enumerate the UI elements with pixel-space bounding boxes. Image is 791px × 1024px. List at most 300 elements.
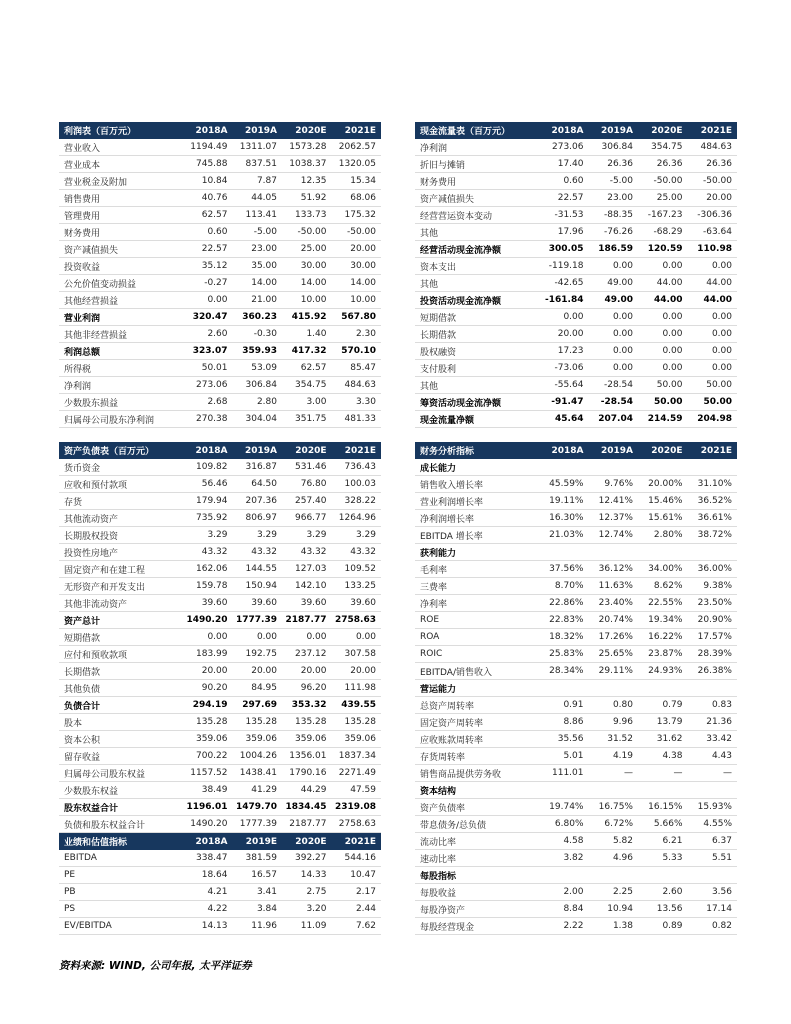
cell-value: 353.32 xyxy=(291,700,327,710)
row-label: 营业利润 xyxy=(64,313,101,324)
row-label: 长期借款 xyxy=(420,330,457,341)
cell-value: 45.64 xyxy=(555,414,584,424)
row-label: 其他经营损益 xyxy=(64,296,119,307)
cell-value: 570.10 xyxy=(341,346,376,356)
cell-value: 49.00 xyxy=(604,295,633,305)
cell-value: 7.62 xyxy=(355,921,376,931)
cell-value: 44.00 xyxy=(656,278,683,288)
column-header: 2020E xyxy=(295,125,327,136)
cell-value: -5.00 xyxy=(253,227,277,237)
cell-value: 306.84 xyxy=(245,380,277,390)
cell-value: 8.62% xyxy=(653,581,683,591)
cell-value: 20.00 xyxy=(557,329,584,339)
cell-value: 1777.39 xyxy=(236,615,277,625)
cell-value: 113.41 xyxy=(245,210,277,220)
row-label: 所得税 xyxy=(64,364,92,375)
cell-value: 1834.45 xyxy=(285,802,327,812)
table-row xyxy=(415,680,737,697)
cell-value: 47.59 xyxy=(350,785,376,795)
cell-value: 22.83% xyxy=(549,615,584,625)
cell-value: 351.75 xyxy=(295,414,327,424)
cell-value: 150.94 xyxy=(245,581,277,591)
cell-value: 39.60 xyxy=(300,598,327,608)
cell-value: 14.00 xyxy=(350,278,376,288)
cell-value: 2.25 xyxy=(612,887,633,897)
cell-value: 5.66% xyxy=(653,819,683,829)
cell-value: 11.96 xyxy=(251,921,277,931)
column-header: 2020E xyxy=(651,445,683,456)
cell-value: 13.79 xyxy=(656,717,683,727)
cell-value: 175.32 xyxy=(344,210,376,220)
cell-value: 4.55% xyxy=(703,819,732,829)
cell-value: 49.00 xyxy=(607,278,633,288)
table-row xyxy=(59,258,381,275)
row-label: EBITDA/销售收入 xyxy=(420,667,492,678)
cell-value: 41.29 xyxy=(251,785,277,795)
cell-value: 1038.37 xyxy=(289,159,327,169)
table-row xyxy=(415,714,737,731)
row-label: 营业税金及附加 xyxy=(64,177,128,188)
row-label: PE xyxy=(64,870,76,880)
cell-value: 76.80 xyxy=(300,479,327,489)
table-row xyxy=(415,765,737,782)
row-label: PS xyxy=(64,904,76,914)
row-label: 获利能力 xyxy=(420,548,457,559)
cell-value: 294.19 xyxy=(192,700,228,710)
cell-value: 50.01 xyxy=(201,363,228,373)
row-label: ROIC xyxy=(420,649,443,659)
row-label: 应收和预付款项 xyxy=(64,480,128,491)
cell-value: 135.28 xyxy=(196,717,228,727)
table-row xyxy=(415,139,737,156)
cell-value: 26.36 xyxy=(607,159,633,169)
cell-value: 186.59 xyxy=(598,244,633,254)
cell-value: 20.00 xyxy=(706,193,732,203)
cell-value: 12.37% xyxy=(598,513,633,523)
table-row xyxy=(415,527,737,544)
column-header: 2018A xyxy=(551,445,584,456)
row-label: 三费率 xyxy=(420,582,448,593)
tables-area xyxy=(59,122,737,935)
table-row xyxy=(415,731,737,748)
cell-value: 2.00 xyxy=(563,887,584,897)
cell-value: 4.43 xyxy=(711,751,732,761)
row-label: 应付和预收款项 xyxy=(64,650,128,661)
table-row xyxy=(59,884,381,901)
cell-value: 109.82 xyxy=(196,462,228,472)
row-label: 经营活动现金流净额 xyxy=(420,245,502,256)
row-label: 其他流动资产 xyxy=(64,514,119,525)
table-row xyxy=(59,816,381,833)
cell-value: 0.00 xyxy=(256,632,277,642)
cell-value: 4.19 xyxy=(612,751,633,761)
cell-value: 17.23 xyxy=(557,346,584,356)
row-label: 每股收益 xyxy=(420,888,457,899)
table-title: 业绩和估值指标 xyxy=(64,838,128,848)
cell-value: -50.00 xyxy=(702,176,732,186)
cell-value: 5.33 xyxy=(662,853,683,863)
row-label: 长期股权投资 xyxy=(64,531,119,542)
cell-value: 37.56% xyxy=(549,564,584,574)
cell-value: 207.36 xyxy=(245,496,277,506)
cell-value: 44.00 xyxy=(706,278,732,288)
cell-value: 0.00 xyxy=(355,632,376,642)
cell-value: 4.58 xyxy=(563,836,584,846)
table-row xyxy=(415,275,737,292)
row-label: 管理费用 xyxy=(64,211,101,222)
table-row xyxy=(415,697,737,714)
cell-value: 270.38 xyxy=(196,414,228,424)
cell-value: 1790.16 xyxy=(289,768,327,778)
cell-value: 2758.63 xyxy=(335,615,376,625)
table-row xyxy=(59,901,381,918)
cell-value: 10.00 xyxy=(350,295,376,305)
cell-value: 0.00 xyxy=(711,261,732,271)
cell-value: 3.82 xyxy=(563,853,584,863)
cell-value: 0.00 xyxy=(612,312,633,322)
cell-value: 20.00 xyxy=(251,666,277,676)
column-header: 2019A xyxy=(244,125,277,136)
column-gap xyxy=(415,428,737,442)
table-row xyxy=(59,527,381,544)
table-row xyxy=(59,663,381,680)
table-row xyxy=(59,850,381,867)
cell-value: -0.27 xyxy=(204,278,228,288)
table-row xyxy=(59,561,381,578)
table-row xyxy=(59,510,381,527)
column-header: 2021E xyxy=(344,445,376,456)
cell-value: 1777.39 xyxy=(239,819,277,829)
cell-value: 1004.26 xyxy=(239,751,277,761)
cell-value: 22.55% xyxy=(648,598,683,608)
cell-value: 64.50 xyxy=(251,479,277,489)
cell-value: 109.52 xyxy=(344,564,376,574)
cell-value: 531.46 xyxy=(295,462,327,472)
cell-value: 0.89 xyxy=(662,921,683,931)
row-label: 资本支出 xyxy=(420,262,457,273)
cell-value: 316.87 xyxy=(245,462,277,472)
row-label: 投资收益 xyxy=(64,262,101,273)
cell-value: 320.47 xyxy=(192,312,228,322)
cell-value: 15.46% xyxy=(648,496,683,506)
cell-value: 2.75 xyxy=(306,887,327,897)
table-header-row xyxy=(415,122,737,139)
cell-value: 3.00 xyxy=(306,397,327,407)
cell-value: 207.04 xyxy=(598,414,633,424)
cell-value: 6.80% xyxy=(554,819,584,829)
cell-value: 22.57 xyxy=(201,244,228,254)
cell-value: 4.96 xyxy=(612,853,633,863)
table-row xyxy=(59,309,381,326)
cell-value: 0.00 xyxy=(711,346,732,356)
cell-value: 17.96 xyxy=(557,227,584,237)
cell-value: 23.00 xyxy=(251,244,277,254)
cell-value: 12.41% xyxy=(598,496,633,506)
cell-value: 544.16 xyxy=(344,853,376,863)
cell-value: 39.60 xyxy=(350,598,376,608)
table-row xyxy=(59,748,381,765)
cell-value: 359.06 xyxy=(196,734,228,744)
cell-value: 21.00 xyxy=(251,295,277,305)
cell-value: 2.30 xyxy=(355,329,376,339)
cell-value: 297.69 xyxy=(242,700,277,710)
right-column xyxy=(415,122,737,935)
row-label: 资产负债率 xyxy=(420,803,466,814)
cell-value: 3.29 xyxy=(306,530,327,540)
cell-value: 144.55 xyxy=(245,564,277,574)
table-row xyxy=(415,360,737,377)
cell-value: -76.26 xyxy=(603,227,633,237)
financial-ratios-table xyxy=(415,442,737,935)
cell-value: 3.41 xyxy=(256,887,277,897)
cell-value: 7.87 xyxy=(256,176,277,186)
cell-value: 31.10% xyxy=(697,479,732,489)
table-title: 利润表（百万元） xyxy=(64,127,137,137)
cell-value: 338.47 xyxy=(196,853,228,863)
table-row xyxy=(415,343,737,360)
cell-value: -73.06 xyxy=(554,363,584,373)
cell-value: 2062.57 xyxy=(338,142,376,152)
table-header-row xyxy=(59,122,381,139)
cell-value: 36.52% xyxy=(697,496,732,506)
table-row xyxy=(415,377,737,394)
cell-value: 26.36 xyxy=(656,159,683,169)
cell-value: 0.00 xyxy=(612,261,633,271)
table-row xyxy=(59,493,381,510)
row-label: 每股指标 xyxy=(420,871,457,882)
cell-value: 1356.01 xyxy=(289,751,327,761)
cell-value: 214.59 xyxy=(647,414,683,424)
column-header: 2021E xyxy=(344,125,376,136)
cell-value: 84.95 xyxy=(251,683,277,693)
cell-value: 133.73 xyxy=(295,210,327,220)
table-title: 现金流量表（百万元） xyxy=(420,127,511,137)
cell-value: 159.78 xyxy=(196,581,228,591)
cell-value: 36.61% xyxy=(697,513,732,523)
cell-value: 567.80 xyxy=(341,312,376,322)
cell-value: 0.79 xyxy=(662,700,683,710)
cell-value: 50.00 xyxy=(656,380,683,390)
cell-value: 307.58 xyxy=(344,649,376,659)
cell-value: 22.86% xyxy=(549,598,584,608)
row-label: 短期借款 xyxy=(64,633,101,644)
cell-value: 3.84 xyxy=(256,904,277,914)
cell-value: 127.03 xyxy=(295,564,327,574)
table-row xyxy=(59,343,381,360)
row-label: 资产减值损失 xyxy=(64,245,119,256)
cell-value: 43.32 xyxy=(251,547,277,557)
cell-value: 1490.20 xyxy=(186,615,228,625)
cell-value: 0.00 xyxy=(662,312,683,322)
cell-value: 26.38% xyxy=(697,666,732,676)
table-row xyxy=(59,207,381,224)
source-note: 资料来源: WIND, 公司年报, 太平洋证券 xyxy=(59,960,252,972)
row-label: 应收账款周转率 xyxy=(420,735,484,746)
table-row xyxy=(415,918,737,935)
cell-value: 257.40 xyxy=(295,496,327,506)
cell-value: 1194.49 xyxy=(190,142,228,152)
table-header-row xyxy=(415,442,737,459)
table-row xyxy=(59,697,381,714)
row-label: 无形资产和开发支出 xyxy=(64,582,146,593)
table-row xyxy=(415,173,737,190)
cell-value: 135.28 xyxy=(245,717,277,727)
cell-value: 300.05 xyxy=(548,244,584,254)
row-label: 资本结构 xyxy=(420,786,457,797)
row-label: 资产总计 xyxy=(64,616,101,627)
cell-value: 44.00 xyxy=(654,295,683,305)
cell-value: 354.75 xyxy=(651,142,683,152)
column-gap xyxy=(59,428,381,442)
cell-value: 100.03 xyxy=(344,479,376,489)
cell-value: 62.57 xyxy=(201,210,228,220)
cell-value: 2.22 xyxy=(563,921,584,931)
row-label: 资产减值损失 xyxy=(420,194,475,205)
cell-value: 359.93 xyxy=(242,346,277,356)
cell-value: 1573.28 xyxy=(289,142,327,152)
cell-value: 2.68 xyxy=(207,397,228,407)
cell-value: 806.97 xyxy=(245,513,277,523)
row-label: 其他负债 xyxy=(64,684,101,695)
cell-value: 16.15% xyxy=(648,802,683,812)
table-row xyxy=(415,867,737,884)
row-label: 总资产周转率 xyxy=(420,701,475,712)
cell-value: -161.84 xyxy=(545,295,584,305)
cell-value: 0.00 xyxy=(612,346,633,356)
cell-value: -28.54 xyxy=(603,380,633,390)
row-label: 毛利率 xyxy=(420,565,448,576)
balance-sheet-table xyxy=(59,442,381,833)
cell-value: 68.06 xyxy=(350,193,376,203)
row-label: 净利润 xyxy=(420,143,448,154)
cell-value: 20.00 xyxy=(350,244,376,254)
table-row xyxy=(415,646,737,663)
cell-value: 14.00 xyxy=(251,278,277,288)
cell-value: 5.82 xyxy=(612,836,633,846)
cell-value: 3.30 xyxy=(355,397,376,407)
row-label: 其他非流动资产 xyxy=(64,599,128,610)
table-row xyxy=(59,224,381,241)
cell-value: 3.20 xyxy=(306,904,327,914)
cell-value: 1264.96 xyxy=(338,513,376,523)
cell-value: 50.00 xyxy=(706,380,732,390)
cell-value: 2.60 xyxy=(207,329,228,339)
cell-value: 96.20 xyxy=(300,683,327,693)
table-row xyxy=(59,190,381,207)
cell-value: 179.94 xyxy=(196,496,228,506)
table-row xyxy=(415,799,737,816)
table-row xyxy=(59,377,381,394)
cell-value: 9.38% xyxy=(703,581,732,591)
table-row xyxy=(59,275,381,292)
table-row xyxy=(59,578,381,595)
row-label: 利润总额 xyxy=(64,347,101,358)
row-label: 速动比率 xyxy=(420,854,457,865)
table-row xyxy=(415,326,737,343)
table-row xyxy=(59,394,381,411)
cell-value: 1320.05 xyxy=(338,159,376,169)
cell-value: 484.63 xyxy=(700,142,732,152)
cell-value: 415.92 xyxy=(291,312,327,322)
row-label: 负债合计 xyxy=(64,701,101,712)
cell-value: 12.74% xyxy=(598,530,633,540)
table-row xyxy=(59,544,381,561)
cell-value: 2187.77 xyxy=(289,819,327,829)
column-header: 2018A xyxy=(195,445,228,456)
cell-value: 33.42 xyxy=(706,734,732,744)
cell-value: 111.98 xyxy=(344,683,376,693)
table-row xyxy=(415,748,737,765)
cell-value: 18.32% xyxy=(549,632,584,642)
cell-value: 381.59 xyxy=(245,853,277,863)
cell-value: 359.06 xyxy=(295,734,327,744)
cell-value: 360.23 xyxy=(242,312,277,322)
cell-value: 0.00 xyxy=(306,632,327,642)
row-label: ROA xyxy=(420,632,440,642)
cell-value: 29.11% xyxy=(598,666,633,676)
cell-value: 0.60 xyxy=(563,176,584,186)
cell-value: 15.93% xyxy=(697,802,732,812)
column-header: 2021E xyxy=(700,125,732,136)
cell-value: 53.09 xyxy=(251,363,277,373)
cell-value: 111.01 xyxy=(552,768,584,778)
table-row xyxy=(415,493,737,510)
cell-value: 20.00% xyxy=(648,479,683,489)
table-row xyxy=(59,595,381,612)
table-row xyxy=(415,782,737,799)
cell-value: -31.53 xyxy=(554,210,584,220)
row-label: 营运能力 xyxy=(420,684,457,695)
cell-value: 56.46 xyxy=(201,479,228,489)
cell-value: 4.38 xyxy=(662,751,683,761)
cell-value: — xyxy=(673,768,683,778)
cell-value: 23.50% xyxy=(697,598,732,608)
cell-value: 14.00 xyxy=(300,278,327,288)
table-row xyxy=(415,595,737,612)
cell-value: 354.75 xyxy=(295,380,327,390)
cell-value: 9.96 xyxy=(612,717,633,727)
cell-value: 25.00 xyxy=(656,193,683,203)
cell-value: -91.47 xyxy=(551,397,584,407)
row-label: 其他 xyxy=(420,381,439,392)
row-label: 负债和股东权益合计 xyxy=(64,820,146,831)
cell-value: 62.57 xyxy=(300,363,327,373)
table-row xyxy=(59,476,381,493)
row-label: 营业收入 xyxy=(64,143,101,154)
table-row xyxy=(59,867,381,884)
cell-value: 5.01 xyxy=(563,751,584,761)
cell-value: 3.56 xyxy=(711,887,732,897)
cell-value: 21.03% xyxy=(549,530,584,540)
cell-value: 17.14 xyxy=(706,904,732,914)
table-row xyxy=(415,394,737,411)
table-row xyxy=(415,476,737,493)
cell-value: 0.00 xyxy=(612,363,633,373)
cell-value: 39.60 xyxy=(251,598,277,608)
cell-value: 23.00 xyxy=(607,193,633,203)
valuation-metrics-table xyxy=(59,833,381,935)
table-row xyxy=(415,629,737,646)
cell-value: 2319.08 xyxy=(335,802,376,812)
table-row xyxy=(59,799,381,816)
cell-value: 0.00 xyxy=(207,632,228,642)
cell-value: 9.76% xyxy=(604,479,633,489)
cell-value: 28.34% xyxy=(549,666,584,676)
cell-value: 392.27 xyxy=(295,853,327,863)
cell-value: 22.57 xyxy=(557,193,584,203)
cell-value: 23.40% xyxy=(598,598,633,608)
cell-value: 34.00% xyxy=(648,564,683,574)
